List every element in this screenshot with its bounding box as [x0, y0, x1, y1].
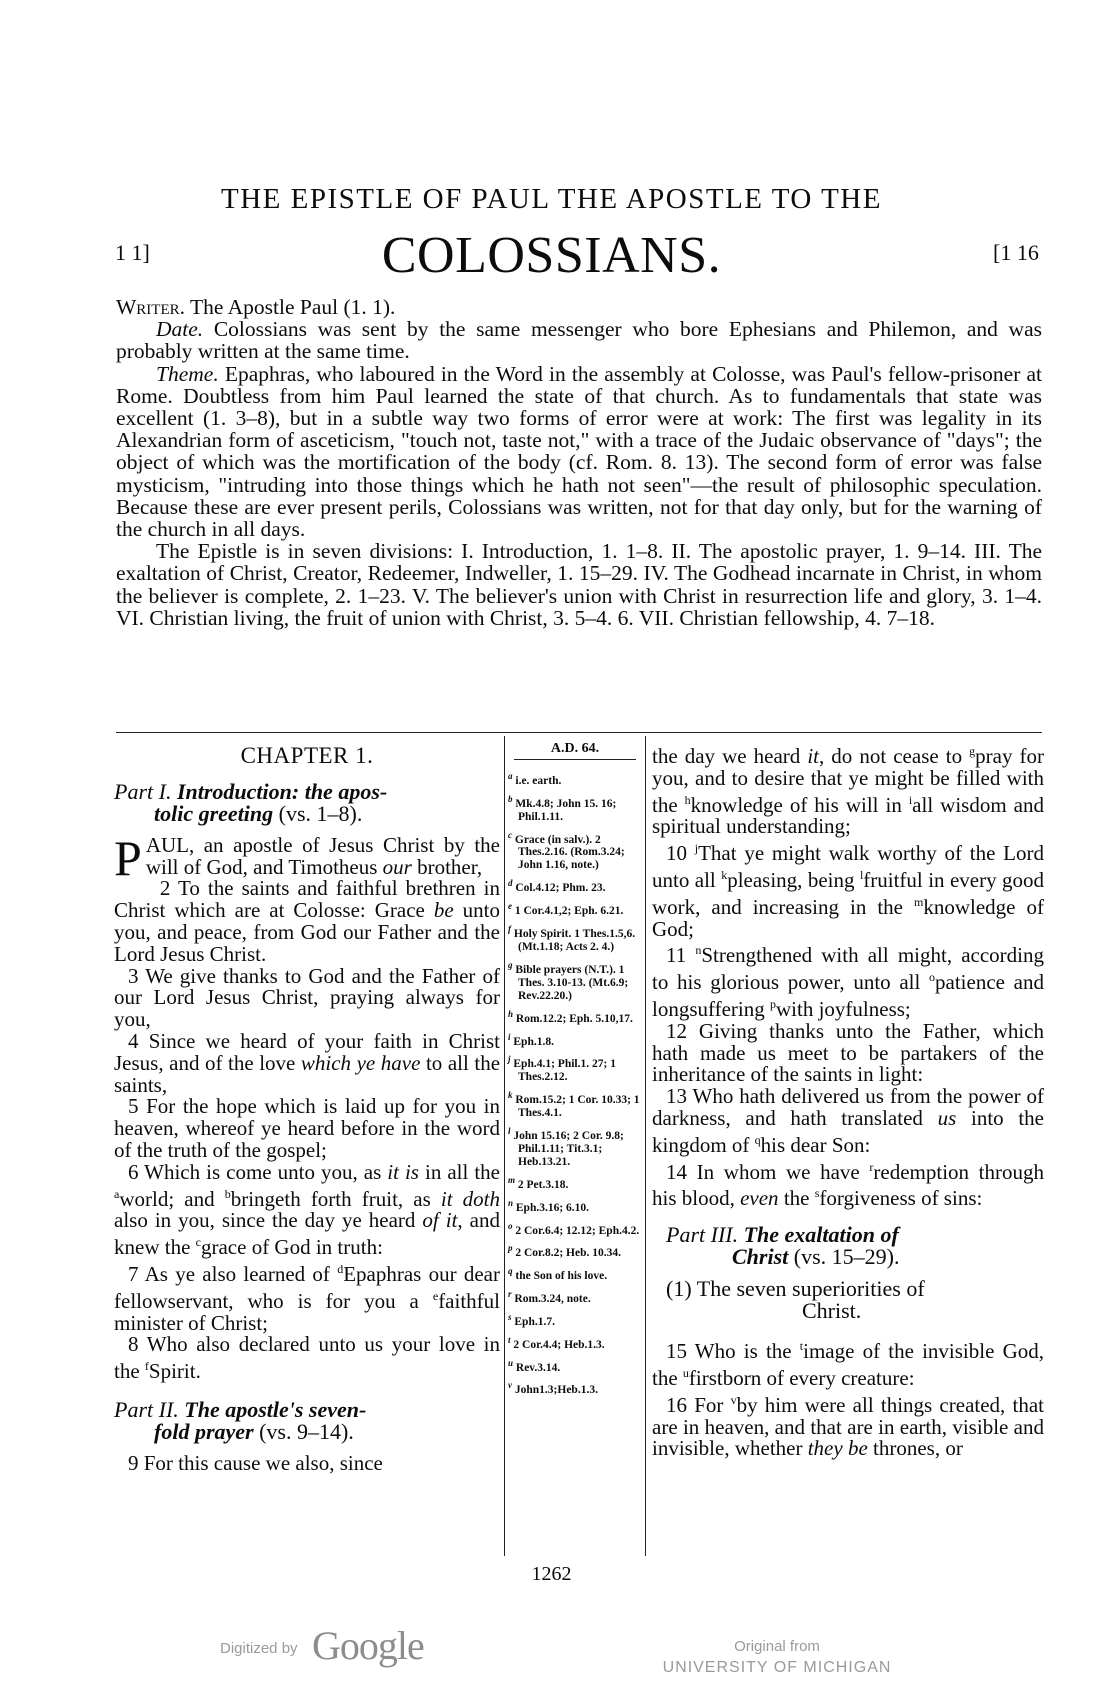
ref-mark[interactable]: c: [195, 1235, 201, 1250]
verse-text: thrones, or: [867, 1436, 963, 1461]
verse-text: That ye might walk worthy of the Lord unto all: [652, 841, 1045, 892]
writer-text: The Apostle Paul (1. 1).: [185, 295, 396, 319]
margin-ref-text: Bible prayers (N.T.). 1 Thes. 3.10-13. (Mt.6.9; Rev.22.20.): [515, 963, 629, 1002]
part1-title-b: tolic greeting: [154, 800, 274, 826]
margin-ref-key: d: [508, 878, 513, 889]
margin-ref-key: l: [508, 1126, 511, 1137]
margin-ref-key: a: [508, 771, 513, 781]
ref-mark[interactable]: n: [695, 943, 702, 958]
ref-mark[interactable]: v: [730, 1392, 737, 1407]
margin-ref-text: Col.4.12; Phm. 23.: [515, 882, 606, 895]
verse-text: Spirit.: [148, 1359, 201, 1384]
margin-ref-text: 2 Cor.4.4; Heb.1.3.: [513, 1338, 605, 1351]
verse-text: patience and longsuffering: [652, 970, 1044, 1021]
verse-text: 2 To the saints and faithful brethren in Christ which are at Colosse: Grace: [114, 876, 500, 923]
margin-ref-text: John 15.16; 2 Cor. 9.8; Phil.1.11; Tit.3.1; Heb.13.21.: [513, 1129, 624, 1168]
verse-text: redemption through his blood,: [652, 1159, 1045, 1211]
ref-mark[interactable]: f: [144, 1359, 149, 1374]
margin-ref-p[interactable]: [508, 1242, 642, 1260]
verse-text: fruitful in every good work, and increasing in the: [652, 867, 1045, 919]
margin-ref-u[interactable]: [508, 1357, 642, 1375]
verse-9-cont: [652, 741, 1044, 838]
intro-divisions: The Epistle is in seven divisions: I. Introduction, 1. 1–8. II. The apostolic prayer, 1. 9–14. III. The exaltation of Christ, Creator, Redeemer, Indweller, 1. 15–29. IV. The Godhead incarnate in Christ, in whom the believer is complete, 2. 1–23. V. The believer's union with Christ in resurrection life and glory, 3. 1–4. VI. Christian living, the fruit of union with Christ, 3. 5–4. 6. VII. Christian fellowship, 4. 7–18.: [116, 539, 1042, 630]
margin-ref-f[interactable]: [508, 923, 642, 954]
margin-ref-v[interactable]: [508, 1379, 642, 1397]
verse-10: [652, 838, 1044, 940]
intro-theme: [116, 363, 1042, 541]
margin-ref-e[interactable]: [508, 900, 642, 918]
margin-ref-c[interactable]: [508, 829, 642, 873]
verse-2: [114, 878, 500, 965]
margin-ref-text: John1.3;Heb.1.3.: [514, 1384, 598, 1397]
margin-ref-text: 2 Cor.6.4; 12.12; Eph.4.2.: [515, 1224, 640, 1237]
verse-text: 10: [666, 841, 695, 866]
margin-ref-text: 2 Cor.8.2; Heb. 10.34.: [515, 1247, 622, 1260]
margin-date: A.D. 64.: [514, 742, 636, 760]
original-source: [662, 1636, 892, 1678]
margin-ref-key: m: [508, 1174, 516, 1185]
theme-label: Theme.: [156, 361, 219, 386]
margin-ref-text: Eph.1.7.: [514, 1315, 555, 1328]
margin-ref-t[interactable]: [508, 1334, 642, 1352]
margin-ref-key: j: [508, 1054, 511, 1065]
italic-word: which: [300, 1050, 352, 1075]
library-name: UNIVERSITY OF MICHIGAN: [662, 1659, 892, 1676]
verse-6: [114, 1159, 501, 1260]
margin-ref-o[interactable]: [508, 1220, 642, 1238]
part2-title-a: The apostle's seven-: [184, 1396, 367, 1422]
right-column: [652, 741, 1044, 1460]
margin-ref-l[interactable]: [508, 1125, 642, 1169]
ref-mark[interactable]: k: [721, 867, 728, 882]
verse-text: also in you, since the day ye heard: [114, 1208, 423, 1233]
margin-ref-d[interactable]: [508, 877, 642, 895]
margin-ref-key: o: [508, 1220, 513, 1231]
margin-ref-k[interactable]: [508, 1089, 642, 1120]
margin-ref-m[interactable]: [508, 1174, 642, 1192]
date-text: Colossians was sent by the same messenger who bore Ephesians and Philemon, and was probably written at the same time.: [116, 317, 1042, 364]
ref-mark[interactable]: t: [799, 1339, 804, 1354]
margin-ref-text: Mk.4.8; John 15. 16; Phil.1.11.: [515, 797, 617, 823]
google-logo: Google: [312, 1623, 424, 1668]
margin-ref-text: Rom.3.24, note.: [514, 1292, 591, 1305]
verse-text: the day we heard: [652, 744, 808, 768]
book-title: COLOSSIANS.: [381, 227, 722, 284]
margin-ref-text: 1 Cor.4.1,2; Eph. 6.21.: [514, 905, 624, 918]
page-number: 1262: [531, 1563, 572, 1585]
verse-text: , and knew the: [114, 1208, 500, 1260]
verse-text: world; and: [119, 1186, 225, 1211]
part3-title-b: Christ: [732, 1244, 789, 1270]
ref-mark[interactable]: j: [694, 841, 699, 856]
ref-mark[interactable]: u: [682, 1365, 689, 1380]
margin-ref-key: v: [508, 1380, 512, 1391]
sub1-num: (1): [666, 1276, 697, 1302]
left-column: [114, 745, 500, 1475]
italic-word: of it: [422, 1208, 458, 1233]
verse-12: 12 Giving thanks unto the Father, which hath made us meet to be partakers of the inheritance of the saints in light:: [652, 1018, 1044, 1087]
margin-ref-text: i.e. earth.: [515, 774, 562, 787]
epistle-title: THE EPISTLE OF PAUL THE APOSTLE TO THE: [221, 183, 882, 215]
part1-ref: (vs. 1–8).: [273, 800, 363, 826]
verse-4: [114, 1028, 501, 1097]
theme-text: Epaphras, who laboured in the Word in the assembly at Colosse, was Paul's fellow-prisoner at Rome. Doubtless from him Paul learned the state of that church. As to fundamentals that state was excellent (1. 3–8), but in a subtle way two forms of error were at work: The first was legality in its Alexandrian form of asceticism, "touch not, taste not," with a trace of the Judaic observance of "days"; the object of which was the mortification of the body (cf. Rom. 8. 13). The second form of error was false mysticism, "intruding into those things which he hath not seen"—the result of philosophic speculation. Because these are ever present perils, Colossians was written, not for that day only, but for the warning of the church in all days.: [116, 361, 1042, 542]
margin-ref-key: e: [508, 901, 512, 912]
verse-15: [652, 1336, 1044, 1390]
italic-word: ye have: [356, 1050, 421, 1075]
verse-text: firstborn of every creature:: [688, 1365, 915, 1390]
part3-title-a: The exaltation of: [743, 1222, 899, 1248]
verse-7: [114, 1259, 500, 1334]
date-label: Date.: [156, 317, 204, 342]
verse-8: [114, 1334, 500, 1383]
verse-text: all wisdom and spiritual understanding;: [652, 792, 1044, 839]
margin-ref-text: Grace (in salv.). 2 Thes.2.16. (Rom.3.24; John 1.16, note.): [514, 833, 625, 872]
verse-5: 5 For the hope which is laid up for you in heaven, whereof ye heard before in the word of the truth of the gospel;: [114, 1094, 500, 1162]
verse-text: grace of God in truth:: [200, 1235, 383, 1260]
margin-ref-key: i: [508, 1031, 511, 1042]
verse-text: AUL, an apostle of Jesus Christ by the will of God, and Timotheus: [145, 832, 500, 879]
range-start: 1 1]: [115, 240, 150, 265]
verse-text: Epaphras our dear fellowservant, who is for you a: [114, 1261, 500, 1313]
part-heading-2: [114, 1396, 500, 1444]
verse-text: 13 Who hath delivered us from the power of darkness, and hath translated: [652, 1084, 1044, 1130]
part1-title-a: Introduction: the apos-: [176, 778, 388, 804]
part-heading-3: [652, 1224, 1044, 1268]
verse-text: pleasing, being: [727, 867, 860, 892]
part3-ref: (vs. 15–29).: [788, 1244, 900, 1270]
ref-mark[interactable]: l: [859, 867, 864, 882]
margin-ref-j[interactable]: [508, 1053, 642, 1084]
margin-ref-q[interactable]: [508, 1265, 642, 1283]
original-from-label: Original from: [734, 1638, 820, 1655]
margin-ref-key: g: [508, 959, 513, 970]
intro-date: [116, 318, 1042, 362]
margin-ref-text: Eph.3.16; 6.10.: [515, 1201, 590, 1214]
ref-mark[interactable]: d: [337, 1261, 344, 1276]
margin-ref-h[interactable]: [508, 1008, 642, 1026]
ref-mark[interactable]: b: [224, 1186, 231, 1201]
sub1-title-a: The seven superiorities of: [696, 1276, 925, 1302]
ref-mark[interactable]: q: [754, 1132, 761, 1147]
margin-ref-text: Holy Spirit. 1 Thes.1.5,6. (Mt.1.18; Acts 2. 4.): [513, 927, 636, 953]
ref-mark[interactable]: r: [869, 1159, 874, 1174]
verse-14: [652, 1157, 1044, 1211]
verse-text: pray for you, and to desire that ye might be filled with the: [652, 744, 1044, 817]
verse-text: to all the saints,: [114, 1050, 501, 1097]
margin-ref-key: b: [508, 793, 513, 804]
margin-ref-s[interactable]: [508, 1311, 642, 1329]
margin-ref-r[interactable]: [508, 1288, 642, 1306]
margin-ref-g[interactable]: [508, 959, 642, 1003]
italic-word: be: [847, 1436, 868, 1461]
part1-label: Part I.: [114, 778, 172, 804]
verse-text: 15 Who is the: [666, 1339, 800, 1364]
verse-text: brother,: [411, 854, 483, 879]
italic-word: it: [807, 744, 819, 768]
italic-word: us: [937, 1105, 957, 1130]
verse-text: with joyfulness;: [776, 996, 911, 1021]
italic-word: be: [433, 898, 454, 923]
margin-ref-key: s: [508, 1311, 512, 1322]
verse-text: forgiveness of sins:: [819, 1186, 983, 1211]
verse-text: 14 In whom we have: [666, 1159, 870, 1184]
verse-text: 16 For: [666, 1392, 731, 1417]
verse-text: knowledge of his will in: [690, 792, 909, 817]
part-heading-1: [114, 778, 500, 826]
margin-ref-text: Eph.4.1; Phil.1. 27; 1 Thes.2.12.: [513, 1058, 616, 1084]
verse-1: [114, 829, 500, 886]
verse-text: 11: [666, 943, 696, 968]
italic-word: it doth: [440, 1186, 501, 1211]
italic-word: our: [382, 854, 412, 879]
verse-text: by him were all things created, that are in heaven, and that are in earth, visible and invisible, whether: [652, 1392, 1044, 1461]
margin-ref-text: Rev.3.14.: [515, 1361, 561, 1374]
intro-writer: [116, 296, 1042, 318]
ref-mark[interactable]: o: [929, 970, 936, 985]
drop-cap: P: [114, 829, 142, 886]
verse-3: 3 We give thanks to God and the Father of our Lord Jesus Christ, praying always for you,: [114, 963, 500, 1032]
part2-ref: (vs. 9–14).: [253, 1418, 354, 1444]
verse-text: into the kingdom of: [652, 1105, 1045, 1157]
ref-mark[interactable]: g: [969, 744, 976, 758]
margin-ref-key: t: [508, 1334, 511, 1345]
verse-text: 4 Since we heard of your faith in Christ Jesus, and of the love: [114, 1028, 500, 1075]
part2-title-b: fold prayer: [154, 1418, 254, 1444]
margin-references: [508, 742, 642, 1402]
margin-ref-key: c: [508, 829, 512, 840]
verse-text: unto you, and peace, from God our Father and the Lord Jesus Christ.: [114, 898, 500, 966]
margin-ref-key: r: [508, 1289, 512, 1300]
ref-mark[interactable]: h: [684, 792, 691, 807]
digitized-by-label: Digitized by: [220, 1640, 298, 1657]
margin-ref-key: u: [508, 1357, 514, 1368]
chapter-heading: CHAPTER 1.: [240, 743, 374, 768]
margin-ref-key: n: [508, 1197, 514, 1208]
margin-ref-key: p: [508, 1243, 513, 1254]
ref-mark[interactable]: p: [770, 996, 777, 1011]
ref-mark[interactable]: e: [432, 1288, 439, 1303]
margin-ref-text: Rom.12.2; Eph. 5.10,17.: [515, 1012, 633, 1025]
range-end: [1 16: [993, 240, 1039, 265]
verse-text: knowledge of God;: [652, 894, 1044, 941]
margin-ref-n[interactable]: [508, 1197, 642, 1215]
margin-ref-i[interactable]: [508, 1031, 642, 1049]
italic-word: even: [740, 1186, 779, 1211]
verse-9-start: 9 For this cause we also, since: [128, 1450, 383, 1475]
verse-text: his dear Son:: [760, 1132, 871, 1157]
verse-text: bringeth forth fruit, as: [230, 1186, 441, 1211]
verse-text: 8 Who also declared unto us your love in the: [114, 1332, 500, 1384]
margin-ref-text: 2 Pet.3.18.: [517, 1178, 569, 1191]
part3-label: Part III.: [666, 1222, 739, 1248]
margin-ref-key: h: [508, 1008, 514, 1019]
verse-11: [652, 940, 1044, 1020]
verse-text: Strengthened with all might, according to his glorious power, unto all: [652, 943, 1044, 995]
margin-ref-text: Eph.1.8.: [513, 1035, 554, 1048]
part2-label: Part II.: [114, 1396, 179, 1422]
writer-label: Writer.: [116, 295, 185, 319]
margin-ref-text: the Son of his love.: [515, 1270, 608, 1283]
ref-mark[interactable]: s: [814, 1186, 820, 1201]
verse-16: [652, 1390, 1044, 1460]
ref-mark[interactable]: m: [914, 894, 924, 909]
verse-text: 7 As ye also learned of: [128, 1261, 338, 1286]
section-divider: [116, 732, 1042, 733]
italic-word: it is: [387, 1159, 419, 1184]
column-rule-left: [504, 736, 505, 1556]
margin-ref-key: q: [508, 1266, 513, 1277]
subsection-heading: [652, 1278, 1044, 1322]
sub1-title-b: Christ.: [802, 1298, 862, 1324]
column-rule-right: [645, 736, 646, 1556]
verse-text: image of the invisible God, the: [652, 1339, 1044, 1390]
ref-mark[interactable]: i: [908, 792, 913, 807]
verse-13: [652, 1086, 1044, 1156]
margin-ref-text: Rom.15.2; 1 Cor. 10.33; 1 Thes.4.1.: [515, 1094, 640, 1120]
margin-ref-b[interactable]: [508, 793, 642, 824]
intro-section: [116, 296, 1042, 629]
margin-ref-key: f: [508, 924, 511, 935]
margin-ref-a[interactable]: [508, 770, 642, 788]
verse-text: the: [778, 1186, 815, 1211]
verse-text: 6 Which is come unto you, as: [128, 1159, 388, 1184]
verse-text: faithful minister of Christ;: [114, 1288, 500, 1335]
italic-word: they: [807, 1436, 843, 1461]
margin-ref-list: [508, 770, 642, 1397]
verse-text: , do not cease to: [818, 744, 970, 768]
verse-text: in all the: [418, 1159, 500, 1184]
ref-mark[interactable]: a: [114, 1186, 120, 1201]
margin-ref-key: k: [508, 1090, 513, 1101]
